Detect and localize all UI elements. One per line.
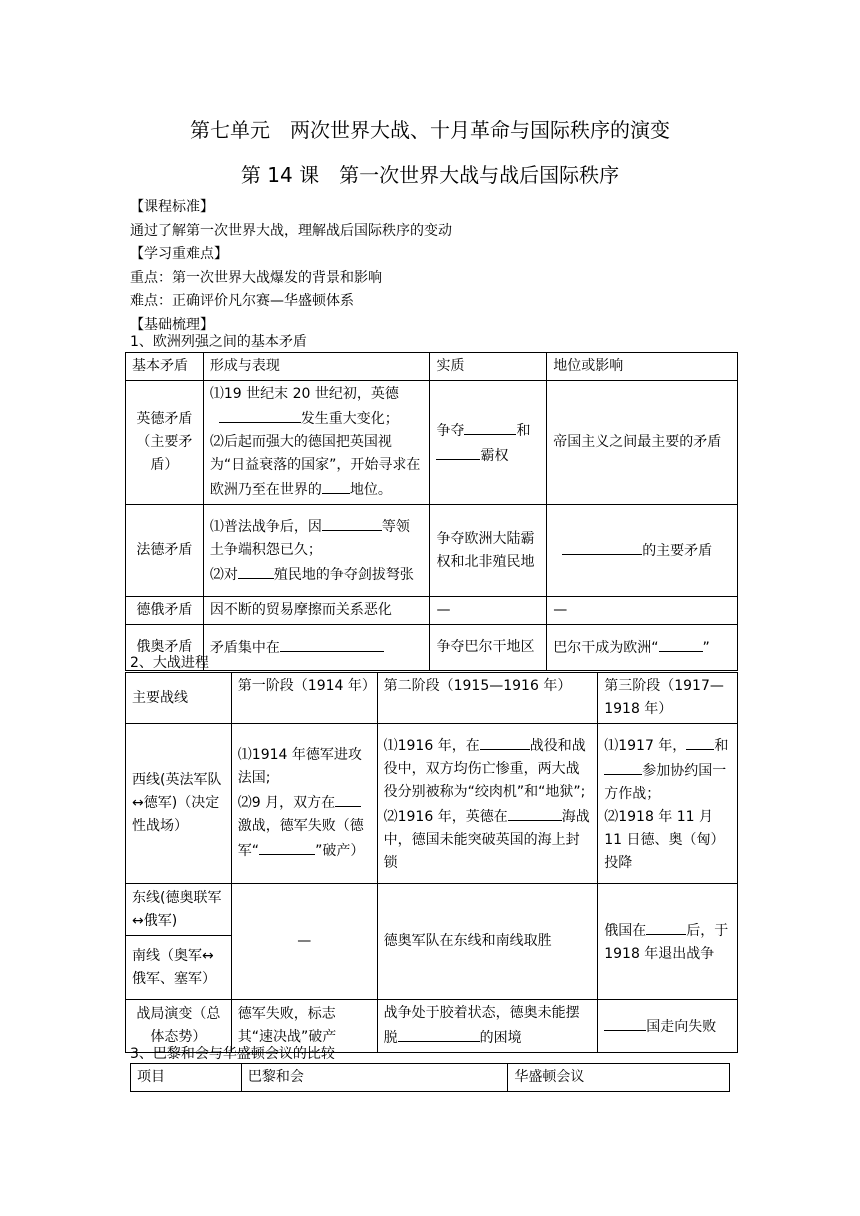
text: ⑴1916 年，在: [383, 737, 480, 754]
text: 和: [714, 737, 729, 754]
header-cell: 第三阶段（1917—1918 年）: [598, 673, 738, 724]
fill-blank[interactable]: [322, 477, 350, 494]
stage2-west: [377, 724, 598, 884]
impact-cell: 帝国主义之间最主要的矛盾: [547, 381, 738, 505]
text: 后，于 1918 年退出战争: [604, 922, 729, 962]
section1-title: 1、欧洲列强之间的基本矛盾: [130, 334, 307, 350]
text: 激战，德军失败（德军“: [237, 818, 364, 859]
text: 发生重大变化；: [300, 411, 399, 427]
fill-blank[interactable]: [508, 804, 562, 821]
text: 俄国在: [604, 922, 647, 939]
fill-blank[interactable]: [464, 418, 516, 435]
text: ⑵对: [209, 567, 238, 583]
form-cell: [203, 381, 430, 505]
war-process-table: [125, 672, 738, 1053]
form-cell: 因不断的贸易摩擦而关系恶化: [203, 597, 430, 625]
text: 战争处于胶着状态，德奥未能摆脱: [383, 1005, 580, 1046]
stage1-west: [231, 724, 377, 884]
standard-header: 【课程标准】: [130, 199, 214, 215]
text: 等领土争端积怨已久；: [209, 519, 410, 558]
header-cell: 形成与表现: [203, 353, 430, 381]
header-cell: 巴黎和会: [241, 1064, 508, 1092]
text: 巴尔干成为欧洲“: [553, 640, 659, 656]
header-cell: 华盛顿会议: [508, 1064, 730, 1092]
lesson-title: 第 14 课 第一次世界大战与战后国际秩序: [240, 163, 620, 187]
text: ”: [702, 640, 710, 656]
row-name: 法德矛盾: [126, 505, 204, 597]
fill-blank[interactable]: [238, 562, 274, 579]
fill-blank[interactable]: [259, 838, 315, 855]
header-cell: 基本矛盾: [126, 353, 204, 381]
section2-title: 2、大战进程: [130, 655, 209, 671]
front-name-overall: 战局演变（总体态势）: [126, 1000, 232, 1053]
fill-blank[interactable]: [646, 918, 686, 935]
text: 争夺: [436, 422, 465, 439]
text: 矛盾集中在: [209, 640, 280, 656]
impact-cell: [547, 625, 738, 671]
front-name-west: 西线(英法军队↔德军)（决定性战场）: [126, 724, 232, 884]
fill-blank[interactable]: [686, 733, 714, 750]
text: ⑴普法战争后，因: [209, 519, 322, 535]
section3-title: 3、巴黎和会与华盛顿会议的比较: [130, 1046, 335, 1062]
essence-cell: —: [430, 597, 547, 625]
form-cell: [203, 625, 430, 671]
text: ⑴1917 年，: [604, 737, 687, 754]
fill-blank[interactable]: [219, 406, 301, 423]
header-cell: 项目: [131, 1064, 242, 1092]
intro-block: [130, 196, 452, 337]
fill-blank[interactable]: [604, 758, 642, 775]
fill-blank[interactable]: [659, 635, 703, 652]
text: 战役中，双方均伤亡惨重，两大战役分别被称为“绞肉机”和“地狱”;: [383, 737, 586, 800]
fill-blank[interactable]: [604, 1014, 646, 1031]
header-cell: 第一阶段（1914 年）: [231, 673, 377, 724]
essence-cell: [430, 381, 547, 505]
text: 的困境: [479, 1030, 522, 1046]
fill-blank[interactable]: [322, 514, 382, 531]
text: 国走向失败: [646, 1018, 717, 1035]
text: 参加协约国一方作战；: [604, 762, 727, 802]
essence-cell: 争夺欧洲大陆霸权和北非殖民地: [430, 505, 547, 597]
text: ⑴19 世纪末 20 世纪初，英德: [209, 386, 399, 402]
text: 战役和: [529, 737, 572, 754]
text: ⑵1916 年，英德在: [383, 808, 508, 825]
form-cell: [203, 505, 430, 597]
text: ”破产）: [315, 843, 365, 859]
header-cell: 第二阶段（1915—1916 年）: [377, 673, 598, 724]
difficult-point: 难点：正确评价凡尔赛—华盛顿体系: [130, 293, 354, 309]
text: 地位。: [349, 482, 392, 498]
text: ⑵后起而强大的德国把英国视为“日益衰落的国家”，开始寻求在欧洲乃至在世界的: [209, 434, 421, 498]
impact-cell: —: [547, 597, 738, 625]
key-point: 重点：第一次世界大战爆发的背景和影响: [130, 269, 382, 286]
text: ⑵9 月，双方在: [237, 795, 336, 811]
text: ⑵1918 年 11 月 11 日德、奥（匈）投降: [604, 808, 725, 871]
row-name: 俄奥矛盾: [126, 625, 204, 671]
row-name: 英德矛盾（主要矛盾）: [126, 381, 204, 505]
impact-cell: [547, 505, 738, 597]
conference-table: [130, 1063, 730, 1092]
front-name-east: 东线(德奥联军↔俄军): [126, 884, 232, 936]
key-header: 【学习重难点】: [130, 246, 228, 262]
fill-blank[interactable]: [562, 538, 642, 555]
stage3-eastsouth: [598, 884, 738, 1000]
header-cell: 主要战线: [126, 673, 232, 724]
text: 海战中，德国未能突破英国的海上封锁: [383, 808, 590, 871]
stage3-west: [598, 724, 738, 884]
stage1-overall: 德军失败，标志其“速决战”破产: [231, 1000, 377, 1053]
text: 殖民地的争夺剑拔弩张: [273, 567, 414, 583]
fill-blank[interactable]: [436, 443, 480, 460]
stage2-overall: [377, 1000, 598, 1053]
header-cell: 地位或影响: [547, 353, 738, 381]
text: 霸权: [480, 447, 509, 464]
header-cell: 实质: [430, 353, 547, 381]
stage1-eastsouth: —: [231, 884, 377, 1000]
text: ⑴1914 年德军进攻法国;: [237, 747, 362, 786]
standard-text: 通过了解第一次世界大战，理解战后国际秩序的变动: [130, 222, 452, 239]
text: 的主要矛盾: [642, 543, 713, 559]
fill-blank[interactable]: [480, 733, 530, 750]
basics-header: 【基础梳理】: [130, 316, 214, 333]
stage3-overall: [598, 1000, 738, 1053]
stage2-eastsouth: 德奥军队在东线和南线取胜: [377, 884, 598, 1000]
row-name: 德俄矛盾: [126, 597, 204, 625]
fill-blank[interactable]: [398, 1025, 480, 1042]
fill-blank[interactable]: [280, 635, 384, 652]
unit-title: 第七单元 两次世界大战、十月革命与国际秩序的演变: [190, 118, 670, 142]
essence-cell: 争夺巴尔干地区: [430, 625, 547, 671]
contradictions-table: [125, 352, 738, 671]
text: 和: [516, 422, 531, 439]
fill-blank[interactable]: [335, 790, 361, 807]
front-name-south: 南线（奥军↔俄军、塞军）: [126, 936, 232, 1000]
